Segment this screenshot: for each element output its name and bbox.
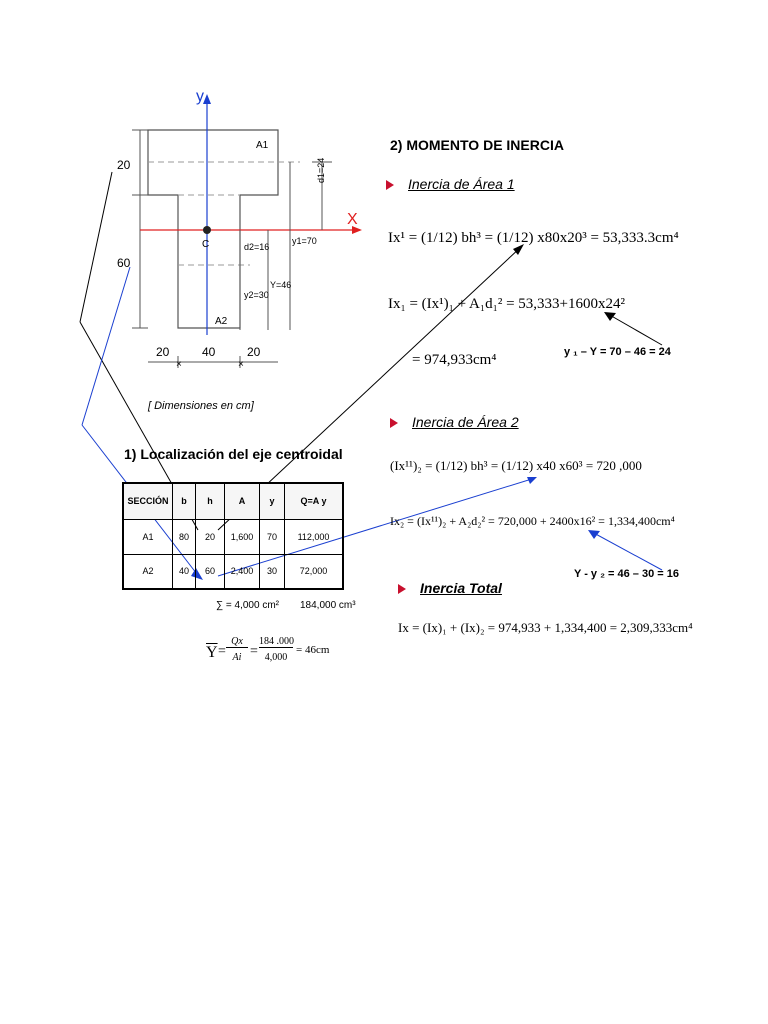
table-cell: 72,000 xyxy=(285,554,344,589)
note-d1: y ₁ – Y = 70 – 46 = 24 xyxy=(564,346,671,358)
area2-label: A2 xyxy=(215,316,228,327)
ybar-symbol: $\overline{Y}$ xyxy=(206,644,218,661)
equation-area1-result: = 974,933cm⁴ xyxy=(412,352,497,368)
y-axis-arrowhead xyxy=(203,94,211,104)
bullet-icon xyxy=(398,584,406,594)
ybar-eq-sign-1: = xyxy=(218,644,226,659)
section1-title: 1) Localización del eje centroidal xyxy=(124,446,343,462)
equation-area1-local: Ix¹ = (1/12) bh³ = (1/12) x80x20³ = 53,333.3cm⁴ xyxy=(388,230,679,246)
table-cell: 70 xyxy=(260,519,285,554)
centroid-label: C xyxy=(202,239,210,250)
table-header-cell: A xyxy=(225,483,260,519)
section2-title: 2) MOMENTO DE INERCIA xyxy=(390,137,564,153)
bottom-dim-40: 40 xyxy=(202,345,216,359)
table-cell: 60 xyxy=(196,554,225,589)
bullet-icon xyxy=(386,180,394,190)
table-cell: A1 xyxy=(123,519,173,554)
dim-label-ybar: Y=46 xyxy=(270,280,292,290)
dim-label-20: 20 xyxy=(117,158,131,172)
blue-leader-60-a xyxy=(82,267,130,425)
ybar-frac2-num: 184 .000 xyxy=(259,636,294,647)
table-header-cell: b xyxy=(173,483,196,519)
equation-total: Ix = (Ix)₁ + (Ix)₂ = 974,933 + 1,334,400 = 2,309,333cm⁴ xyxy=(398,620,693,635)
table-cell: 80 xyxy=(173,519,196,554)
leader-arrowhead-note1 xyxy=(604,312,616,321)
table-cell: 30 xyxy=(260,554,285,589)
table-row xyxy=(123,519,343,554)
area1-subtitle: Inercia de Área 1 xyxy=(408,176,515,192)
table-cell: 40 xyxy=(173,554,196,589)
sum-q: 184,000 cm³ xyxy=(300,600,356,611)
bottom-dim-20-right: 20 xyxy=(247,345,261,359)
area2-subtitle: Inercia de Área 2 xyxy=(412,414,519,430)
equation-area2-parallel: Ix₂ = (Ix¹¹)₂ + A₂d₂² = 720,000 + 2400x16² = 1,334,400cm⁴ xyxy=(390,514,675,528)
sum-area: ∑ = 4,000 cm² xyxy=(216,600,279,611)
bullet-icon xyxy=(390,418,398,428)
tick-x-mark-2: × xyxy=(238,359,244,370)
centroid-table xyxy=(122,482,344,590)
table-cell: A2 xyxy=(123,554,173,589)
equation-area1-parallel: Ix₁ = (Ix¹)₁ + A₁d₁² = 53,333+1600x24² xyxy=(388,296,625,312)
dim-label-d2: d2=16 xyxy=(244,242,270,252)
ybar-frac1-den: Ai xyxy=(232,652,242,663)
ybar-eq-sign-2: = xyxy=(250,644,258,659)
x-axis-label: X xyxy=(347,211,358,228)
figure-caption: [ Dimensiones en cm] xyxy=(148,400,254,412)
ybar-result: = 46cm xyxy=(296,644,330,656)
bottom-dim-20-left: 20 xyxy=(156,345,170,359)
leader-line-20-a xyxy=(80,172,112,322)
table-cell: 112,000 xyxy=(285,519,344,554)
table-header-row xyxy=(123,483,343,519)
area1-label: A1 xyxy=(256,140,269,151)
y-axis-label: y xyxy=(196,88,204,105)
centroid-dot xyxy=(203,226,211,234)
note-d2: Y - y ₂ = 46 – 30 = 16 xyxy=(574,568,679,580)
leader-line-note1 xyxy=(608,314,662,345)
ybar-frac1-num: Qx xyxy=(226,636,248,648)
table-header-cell: Q=A y xyxy=(285,483,344,519)
table-row xyxy=(123,554,343,589)
tick-x-mark-1: × xyxy=(176,359,182,370)
blue-arrowhead-note2 xyxy=(588,530,600,539)
dim-label-y2: y2=30 xyxy=(244,290,269,300)
equation-area2-local: (Ix¹¹)₂ = (1/12) bh³ = (1/12) x40 x60³ = 720 ,000 xyxy=(390,458,642,473)
table-header-cell: y xyxy=(260,483,285,519)
dim-label-d1: d1=24 xyxy=(316,157,326,183)
blue-arrowhead-eq4 xyxy=(527,477,537,484)
table-header-cell: h xyxy=(196,483,225,519)
table-header-cell: SECCIÓN xyxy=(123,483,173,519)
ybar-frac2-den: 4,000 xyxy=(264,652,288,663)
dim-label-60: 60 xyxy=(117,256,131,270)
table-cell: 1,600 xyxy=(225,519,260,554)
total-subtitle: Inercia Total xyxy=(420,580,502,596)
dim-label-y1: y1=70 xyxy=(292,236,317,246)
blue-leader-note2 xyxy=(592,532,662,570)
table-cell: 2,400 xyxy=(225,554,260,589)
table-cell: 20 xyxy=(196,519,225,554)
